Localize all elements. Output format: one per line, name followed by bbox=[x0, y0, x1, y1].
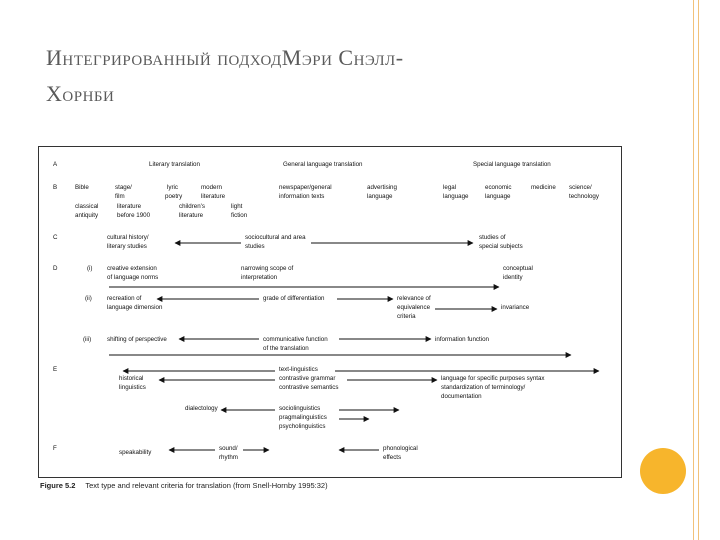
row-c-label: C bbox=[53, 234, 58, 241]
row-b-before-1900: before 1900 bbox=[117, 212, 151, 219]
row-f-sound-1: sound/ bbox=[219, 445, 238, 452]
diagram-svg bbox=[39, 147, 621, 477]
row-e-pragmaling: pragmalinguistics bbox=[279, 414, 327, 421]
row-e-textling: text-linguistics bbox=[279, 366, 318, 373]
figure-caption bbox=[40, 481, 328, 490]
row-b-science: science/ bbox=[569, 184, 592, 191]
row-c-cultural-1: cultural history/ bbox=[107, 234, 149, 241]
caption-text: Text type and relevant criteria for translation (from Snell-Hornby 1995:32) bbox=[85, 481, 328, 490]
row-e-contr-sem: contrastive semantics bbox=[279, 384, 339, 391]
row-d-recreation-2: language dimension bbox=[107, 304, 163, 311]
row-e-label: E bbox=[53, 366, 58, 373]
row-d-shifting: shifting of perspective bbox=[107, 336, 167, 343]
row-b-econ-language: language bbox=[485, 193, 511, 200]
row-f-phon-2: effects bbox=[383, 454, 402, 461]
row-d-num-i: (i) bbox=[87, 265, 93, 272]
row-b-economic: economic bbox=[485, 184, 512, 191]
figure-diagram bbox=[38, 146, 622, 478]
row-d-comm-1: communicative function bbox=[263, 336, 328, 343]
row-b-childrens: children's bbox=[179, 203, 205, 210]
row-e-historical-1: historical bbox=[119, 375, 144, 382]
row-f-speakability: speakability bbox=[119, 449, 152, 456]
row-b-advertising: advertising bbox=[367, 184, 397, 191]
row-a-label: A bbox=[53, 161, 58, 168]
row-d-creative-1: creative extension bbox=[107, 265, 157, 272]
title-line-1: Интегрированный подходМэри Снэлл- bbox=[46, 45, 404, 70]
row-b-literature-2: literature bbox=[179, 212, 204, 219]
row-b-light: light bbox=[231, 203, 243, 210]
row-a-general: General language translation bbox=[283, 161, 363, 168]
row-d-comm-2: of the translation bbox=[263, 345, 309, 352]
row-f-label: F bbox=[53, 445, 57, 452]
row-b-modern: modern bbox=[201, 184, 222, 191]
row-b-fiction: fiction bbox=[231, 212, 248, 219]
row-d-narrow-2: interpretation bbox=[241, 274, 278, 281]
row-e-contr-gram: contrastive grammar bbox=[279, 375, 336, 382]
row-e-lsp-1: language for specific purposes syntax bbox=[441, 375, 545, 382]
decorative-line-right bbox=[698, 0, 699, 540]
row-e-psycholing: psycholinguistics bbox=[279, 423, 326, 430]
accent-circle bbox=[640, 448, 686, 494]
row-c-socio-1: sociocultural and area bbox=[245, 234, 306, 241]
row-b-classical: classical bbox=[75, 203, 99, 210]
row-d-conceptual-2: identity bbox=[503, 274, 523, 281]
slide-title bbox=[46, 40, 646, 112]
row-d-invariance: invariance bbox=[501, 304, 530, 311]
row-b-film: film bbox=[115, 193, 125, 200]
row-c-socio-2: studies bbox=[245, 243, 265, 250]
row-b-poetry: poetry bbox=[165, 193, 183, 200]
row-d-num-ii: (ii) bbox=[85, 295, 92, 302]
decorative-line-left bbox=[693, 0, 694, 540]
row-d-relevance-1: relevance of bbox=[397, 295, 431, 302]
row-c-studies-1: studies of bbox=[479, 234, 506, 241]
row-b-label: B bbox=[53, 184, 58, 191]
row-e-dialectology: dialectology bbox=[185, 405, 218, 412]
row-f-phon-1: phonological bbox=[383, 445, 418, 452]
row-b-info-texts: information texts bbox=[279, 193, 325, 200]
row-b-stage: stage/ bbox=[115, 184, 132, 191]
row-d-recreation-1: recreation of bbox=[107, 295, 142, 302]
title-line-2: Хорнби bbox=[46, 81, 115, 106]
row-d-grade: grade of differentiation bbox=[263, 295, 325, 302]
row-c-studies-2: special subjects bbox=[479, 243, 523, 250]
row-d-conceptual-1: conceptual bbox=[503, 265, 533, 272]
row-b-adv-language: language bbox=[367, 193, 393, 200]
row-d-num-iii: (iii) bbox=[83, 336, 92, 343]
row-b-medicine: medicine bbox=[531, 184, 556, 191]
row-a-literary: Literary translation bbox=[149, 161, 200, 168]
row-b-bible: Bible bbox=[75, 184, 89, 191]
row-c-cultural-2: literary studies bbox=[107, 243, 147, 250]
row-b-legal: legal bbox=[443, 184, 457, 191]
row-e-socioling: sociolinguistics bbox=[279, 405, 321, 412]
row-b-newspaper: newspaper/general bbox=[279, 184, 332, 191]
row-e-lsp-3: documentation bbox=[441, 393, 482, 400]
row-b-legal-language: language bbox=[443, 193, 469, 200]
row-d-creative-2: of language norms bbox=[107, 274, 159, 281]
row-a-special: Special language translation bbox=[473, 161, 551, 168]
row-b-literature: literature bbox=[201, 193, 226, 200]
caption-label: Figure 5.2 bbox=[40, 481, 76, 490]
row-f-sound-2: rhythm bbox=[219, 454, 238, 461]
row-b-technology: technology bbox=[569, 193, 599, 200]
row-d-narrow-1: narrowing scope of bbox=[241, 265, 294, 272]
row-b-antiquity: antiquity bbox=[75, 212, 99, 219]
row-d-info-function: information function bbox=[435, 336, 489, 343]
row-e-lsp-2: standardization of terminology/ bbox=[441, 384, 526, 391]
row-d-relevance-3: criteria bbox=[397, 313, 416, 320]
row-d-label: D bbox=[53, 265, 58, 272]
row-d-relevance-2: equivalence bbox=[397, 304, 431, 311]
row-b-lyric: lyric bbox=[167, 184, 178, 191]
row-b-literature-1: literature bbox=[117, 203, 142, 210]
row-e-historical-2: linguistics bbox=[119, 384, 146, 391]
